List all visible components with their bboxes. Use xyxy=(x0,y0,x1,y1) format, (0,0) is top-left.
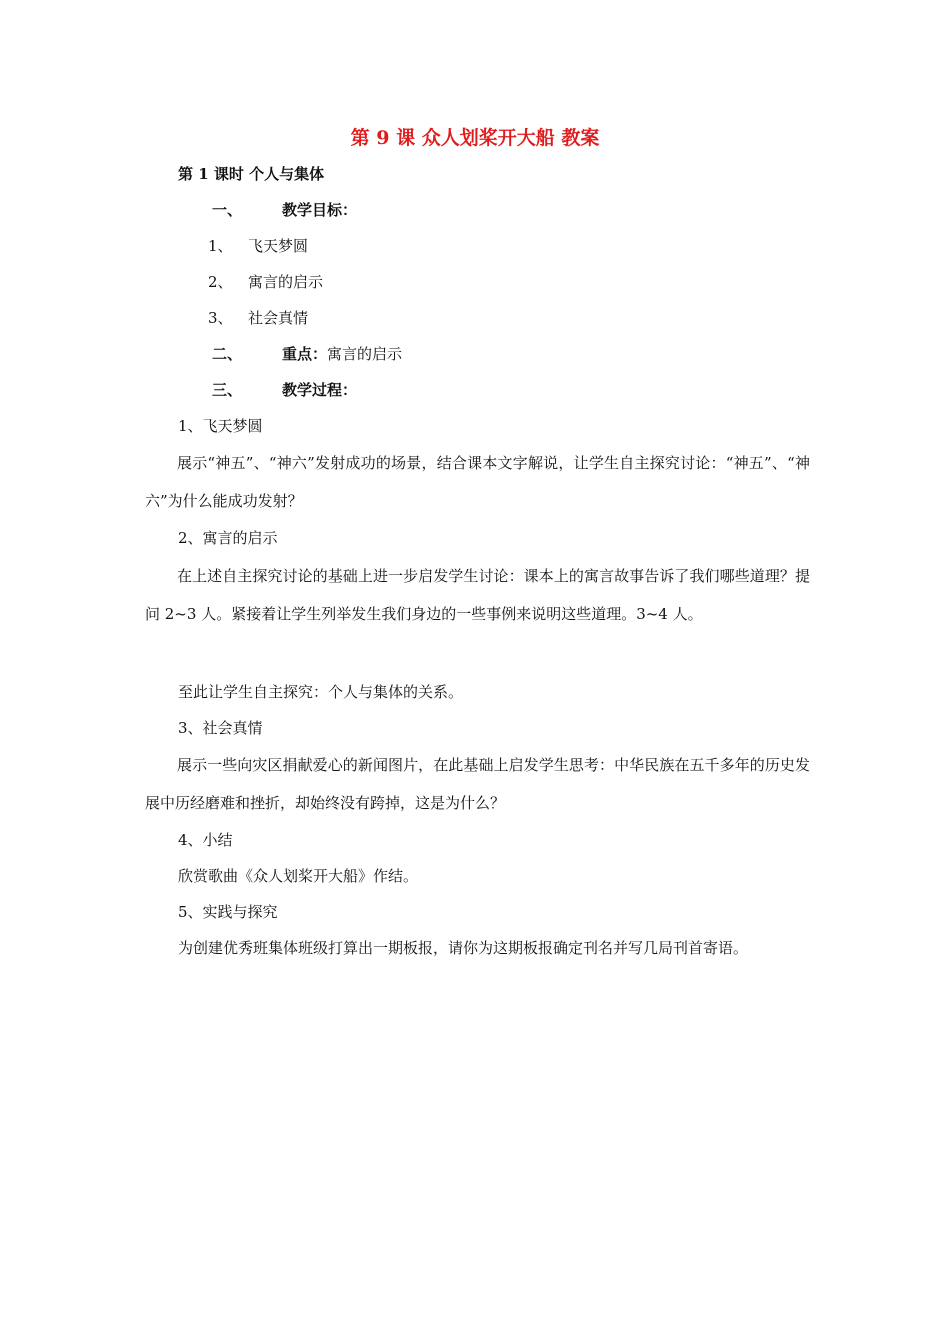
subheading-4: 4、小结 xyxy=(178,831,233,849)
goal-text: 飞天梦圆 xyxy=(248,237,309,255)
subheading-2: 2、寓言的启示 xyxy=(178,529,278,547)
section-number: 二、 xyxy=(212,345,243,363)
lesson-heading: 第 1 课时 个人与集体 xyxy=(178,165,325,183)
section-goals xyxy=(212,200,357,220)
goal-item xyxy=(208,272,323,292)
subheading-3: 3、社会真情 xyxy=(178,719,263,737)
goal-number: 2、 xyxy=(208,273,233,291)
subheading-5: 5、实践与探究 xyxy=(178,903,278,921)
goal-number: 1、 xyxy=(208,237,233,255)
section-label: 教学过程： xyxy=(282,381,358,399)
paragraph-3: 至此让学生自主探究：个人与集体的关系。 xyxy=(178,683,464,701)
goal-text: 寓言的启示 xyxy=(248,273,324,291)
paragraph-1: 展示“神五”、“神六”发射成功的场景，结合课本文字解说，让学生自主探究讨论：“神五”、“神六”为什么能成功发射？ xyxy=(145,454,810,510)
paragraph-6: 为创建优秀班集体班级打算出一期板报，请你为这期板报确定刊名并写几局刊首寄语。 xyxy=(178,939,749,957)
focus-text: 寓言的启示 xyxy=(327,345,403,363)
paragraph-2: 在上述自主探究讨论的基础上进一步启发学生讨论：课本上的寓言故事告诉了我们哪些道理？提问 2~3 人。紧接着让学生列举发生我们身边的一些事例来说明这些道理。3~4 人。 xyxy=(145,567,810,623)
goal-item xyxy=(208,236,308,256)
subheading-1: 1、飞天梦圆 xyxy=(178,417,263,435)
paragraph-5: 欣赏歌曲《众人划桨开大船》作结。 xyxy=(178,867,419,885)
goal-item xyxy=(208,308,308,328)
section-label: 重点： xyxy=(282,345,328,363)
section-focus xyxy=(212,344,402,364)
paragraph-4: 展示一些向灾区捐献爱心的新闻图片，在此基础上启发学生思考：中华民族在五千多年的历史发展中历经磨难和挫折，却始终没有跨掉，这是为什么？ xyxy=(145,756,810,812)
section-label: 教学目标： xyxy=(282,201,358,219)
document-title: 第 9 课 众人划桨开大船 教案 xyxy=(350,127,600,149)
goal-text: 社会真情 xyxy=(248,309,309,327)
section-number: 一、 xyxy=(212,201,243,219)
section-process xyxy=(212,380,357,400)
section-number: 三、 xyxy=(212,381,243,399)
goal-number: 3、 xyxy=(208,309,233,327)
